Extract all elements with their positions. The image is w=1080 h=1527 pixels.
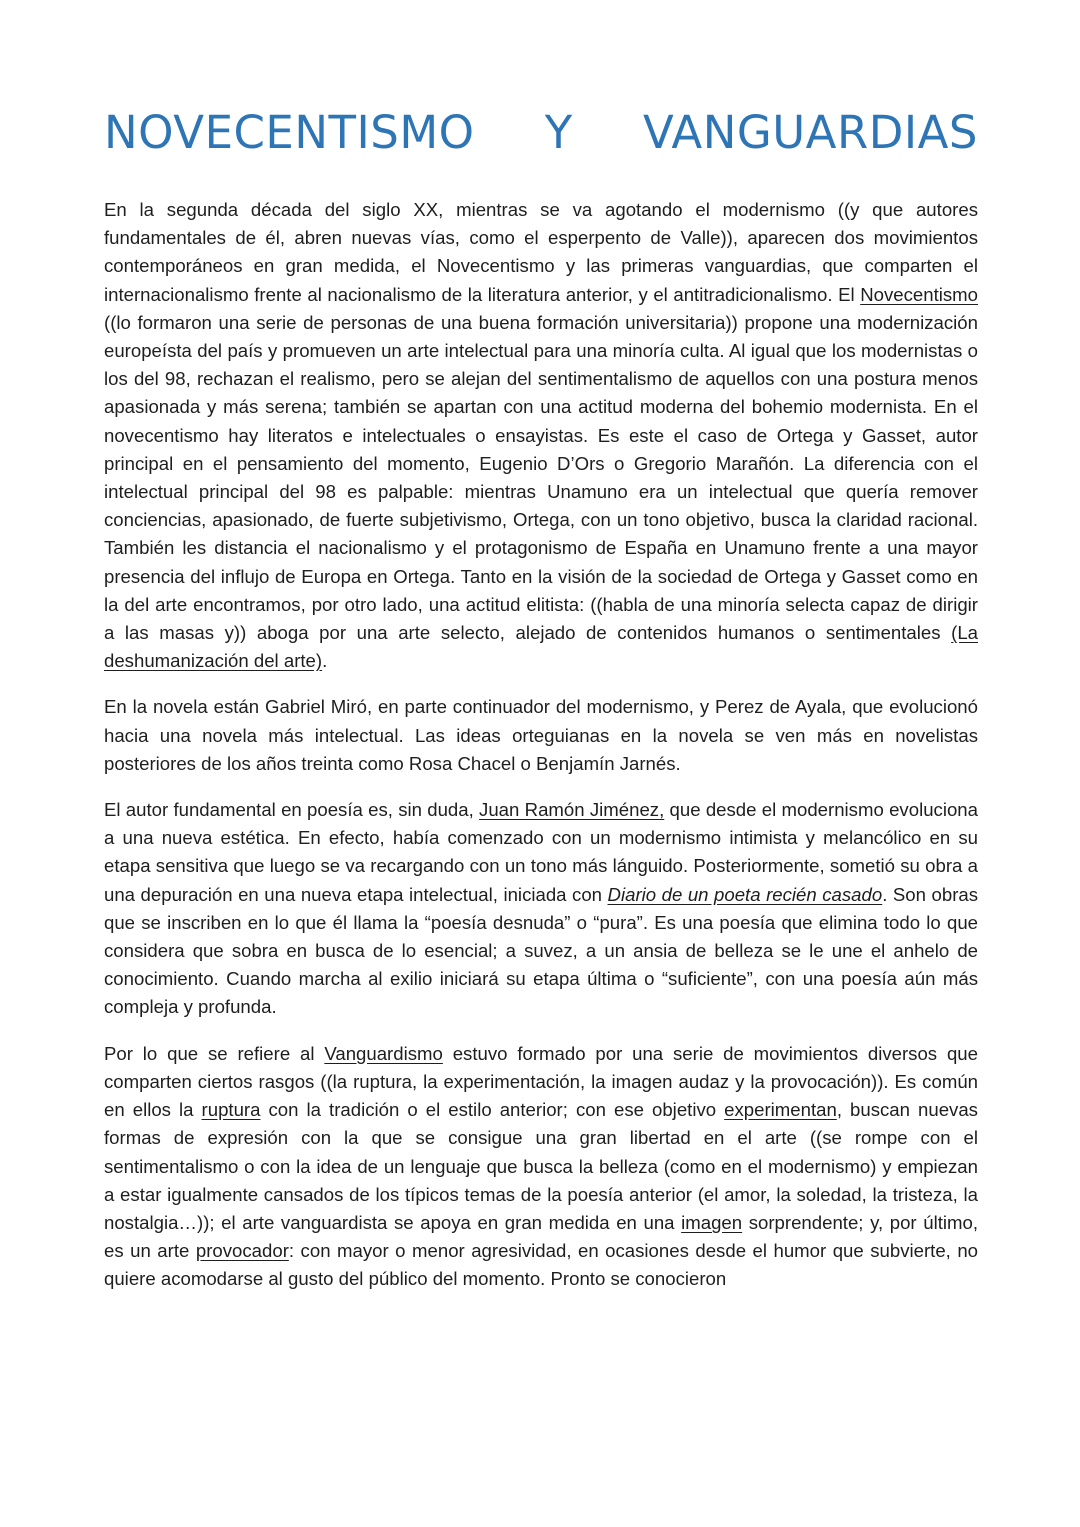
text-run: En la novela están Gabriel Miró, en parte continuador del modernismo, y Perez de Ayala, que evolucionó hacia una novela más intelectual. Las ideas orteguianas en la novela se ven más en novelistas posteriores de los años treinta como Rosa Chacel o Benjamín Jarnés.: [104, 696, 978, 774]
text-run: que desde el modernismo evoluciona a una nueva estética. En efecto, había comenzado con un modernismo intimista y melancólico en su etapa sensitiva que luego se va recargando con un tono más lánguido. Posteriormente, sometió su obra a una depuración en una nueva etapa intelectual, iniciada con: [104, 799, 978, 905]
text-run: sorprendente; y, por último, es un arte: [104, 1211, 979, 1262]
paragraph-vanguardismo: [104, 1040, 978, 1294]
underlined-term-juan-ramon: Juan Ramón Jiménez,: [479, 799, 665, 821]
title-word-y: Y: [544, 106, 573, 159]
title-word-vanguardias: VANGUARDIAS: [643, 106, 978, 159]
paragraph-novela: [104, 693, 978, 778]
text-run: En la segunda década del siglo XX, mientras se va agotando el modernismo ((y que autores fundamentales de él, abren nuevas vías, como el esperpento de Valle)), aparecen dos movimientos contemporáneos en gran medida, el Novecentismo y las primeras vanguardias, que comparten el internacionalismo frente al nacionalismo de la literatura anterior, y el antitradicionalismo. El: [104, 199, 978, 305]
underlined-term-imagen: imagen: [681, 1211, 743, 1233]
text-run: . Son obras que se inscriben en lo que él llama la “poesía desnuda” o “pura”. Es una poesía que elimina todo lo que considera que sobra en busca de lo esencial; a suvez, a un ansia de belleza se le une el anhelo de conocimiento. Cuando marcha al exilio iniciará su etapa última o “suficiente”, con una poesía aún más compleja y profunda.: [104, 883, 979, 1018]
text-run: .: [322, 650, 328, 672]
underlined-term-novecentismo: Novecentismo: [860, 283, 978, 305]
paragraph-poesia: [104, 796, 978, 1022]
text-run: : con mayor o menor agresividad, en ocasiones desde el humor que subvierte, no quiere acomodarse al gusto del público del momento. Pronto se conocieron: [104, 1240, 979, 1290]
text-run: , buscan nuevas formas de expresión con la que se consigue una gran libertad en el arte ((se rompe con el sentimentalismo o con la idea de un lenguaje que busca la belleza (como en el modernismo) y empiezan a estar igualmente cansados de los típicos temas de la poesía anterior (el amor, la soledad, la tristeza, la nostalgia…)); el arte vanguardista se apoya en gran medida en una: [104, 1099, 978, 1233]
page-title: [104, 100, 978, 166]
text-run: El autor fundamental en poesía es, sin duda,: [104, 799, 480, 821]
underlined-italic-title-diario: Diario de un poeta recién casado: [607, 883, 883, 905]
underlined-term-provocador: provocador: [195, 1240, 289, 1262]
underlined-term-vanguardismo: Vanguardismo: [324, 1042, 443, 1064]
text-run: ((lo formaron una serie de personas de una buena formación universitaria)) propone una modernización europeísta del país y promueven un arte intelectual para una minoría culta. Al igual que los modernistas o los del 98, rechazan el realismo, pero se alejan del sentimentalismo de aquellos con una postura menos apasionada y más serena; también se apartan con una actitud moderna del bohemio modernista. En el novecentismo hay literatos e intelectuales o ensayistas. Es este el caso de Ortega y Gasset, autor principal en el pensamiento del momento, Eugenio D’Ors o Gregorio Marañón. La diferencia con el intelectual principal del 98 es palpable: mientras Unamuno era un intelectual que quería remover conciencias, apasionado, de fuerte subjetivismo, Ortega, con un tono objetivo, busca la claridad racional. También les distancia el nacionalismo y el protagonismo de España en Unamuno frente a una mayor presencia del influjo de Europa en Ortega. Tanto en la visión de la sociedad de Ortega y Gasset como en la del arte encontramos, por otro lado, una actitud elitista: ((habla de una minoría selecta capaz de dirigir a las masas y)) aboga por una arte selecto, alejado de contenidos humanos o sentimentales: [104, 311, 978, 644]
text-run: Por lo que se refiere al: [104, 1042, 325, 1064]
underlined-title-deshumanizacion: (La deshumanización del arte): [104, 622, 978, 672]
underlined-term-experimentan: experimentan: [724, 1099, 837, 1121]
paragraph-novecentismo: [104, 196, 978, 675]
document-page: [104, 100, 978, 1312]
text-run: estuvo formado por una serie de movimientos diversos que comparten ciertos rasgos ((la ruptura, la experimentación, la imagen audaz y la provocación)). Es común en ellos la: [104, 1042, 978, 1121]
title-word-novecentismo: NOVECENTISMO: [104, 106, 475, 159]
underlined-term-ruptura: ruptura: [201, 1099, 261, 1121]
text-run: con la tradición o el estilo anterior; con ese objetivo: [260, 1099, 725, 1121]
